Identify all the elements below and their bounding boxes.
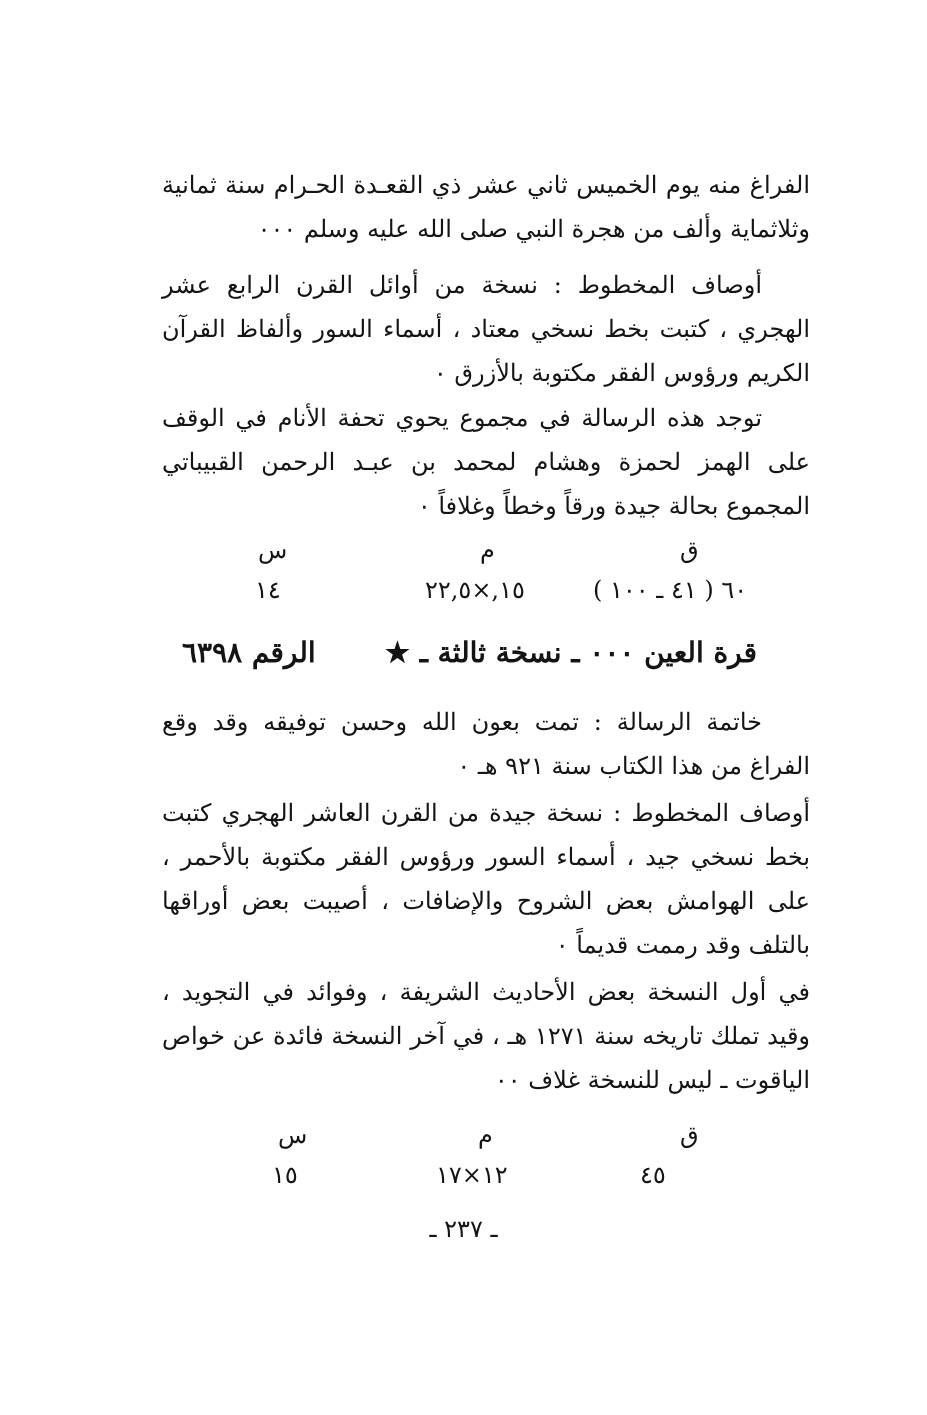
- paragraph-text: خاتمة الرسالة : تمت بعون الله وحسن توفيقه وقد وقع الفراغ من هذا الكتاب سنة ٩٢١ هـ ٠: [162, 708, 810, 780]
- paragraph-collection-note: [162, 396, 810, 528]
- paragraph-text: أوصاف المخطوط : نسخة من أوائل القرن الرابع عشر الهجري ، كتبت بخط نسخي معتاد ، أسماء السور وألفاظ القرآن الكريم ورؤوس الفقر مكتوبة بالأزرق ٠: [162, 271, 810, 387]
- paragraph-colophon: [162, 700, 810, 788]
- stat-value-leaves: ٤٥: [640, 1161, 666, 1189]
- stat-label-leaves: ق: [680, 1121, 699, 1149]
- stat-label-lines: س: [278, 1121, 308, 1149]
- stat-label-leaves: ق: [680, 536, 699, 564]
- manuscript-stats-table-2: [0, 1120, 927, 1190]
- stat-label-lines: س: [258, 536, 288, 564]
- paragraph-colophon-end: [162, 163, 810, 251]
- manuscript-stats-table-1: [0, 535, 927, 605]
- paragraph-text: في أول النسخة بعض الأحاديث الشريفة ، وفوائد في التجويد ، وقيد تملك تاريخه سنة ١٢٧١ هـ ، في آخر النسخة فائدة عن خواص الياقوت ـ ليس للنسخة غلاف ٠٠: [162, 978, 811, 1094]
- stat-label-size: م: [478, 1121, 493, 1149]
- paragraph-text: توجد هذه الرسالة في مجموع يحوي تحفة الأنام في الوقف على الهمز لحمزة وهشام لمحمد بن عبـد الرحمن القبيباتي المجموع بحالة جيدة ورقاً وخطاً وغلافاً ٠: [162, 404, 810, 520]
- heading-title: قرة العين ۰۰۰ ـ نسخة ثالثة ـ ★: [384, 636, 757, 669]
- paragraph-text: أوصاف المخطوط : نسخة جيدة من القرن العاشر الهجري كتبت بخط نسخي جيد ، أسماء السور ورؤوس الفقر مكتوبة بالأحمر ، على الهوامش بعض الشروح والإضافات ، أصيبت بعض أوراقها بالتلف وقد رممت قديماً ٠: [162, 799, 810, 959]
- stat-label-size: م: [480, 536, 495, 564]
- stat-value-size: ١٢×١٧: [436, 1161, 508, 1189]
- page-number: ـ ٢٣٧ ـ: [429, 1215, 498, 1243]
- stat-value-leaves: ٦٠ ( ٤١ ـ ١٠٠ ): [593, 576, 748, 604]
- paragraph-manuscript-description-2: [162, 791, 810, 967]
- stat-value-lines: ١٤: [255, 576, 281, 604]
- paragraph-notes: [162, 970, 810, 1102]
- paragraph-text: الفراغ منه يوم الخميس ثاني عشر ذي القعـدة الحـرام سنة ثمانية وثلاثماية وألف من هجرة النبي صلى الله عليه وسلم ۰۰۰: [162, 171, 810, 243]
- paragraph-manuscript-description-1: [162, 263, 810, 395]
- stat-value-lines: ١٥: [272, 1161, 298, 1189]
- heading-catalog-number: الرقم ٦٣٩٨: [182, 636, 316, 669]
- stat-value-size: ١٥,×٢٢,٥: [425, 576, 525, 604]
